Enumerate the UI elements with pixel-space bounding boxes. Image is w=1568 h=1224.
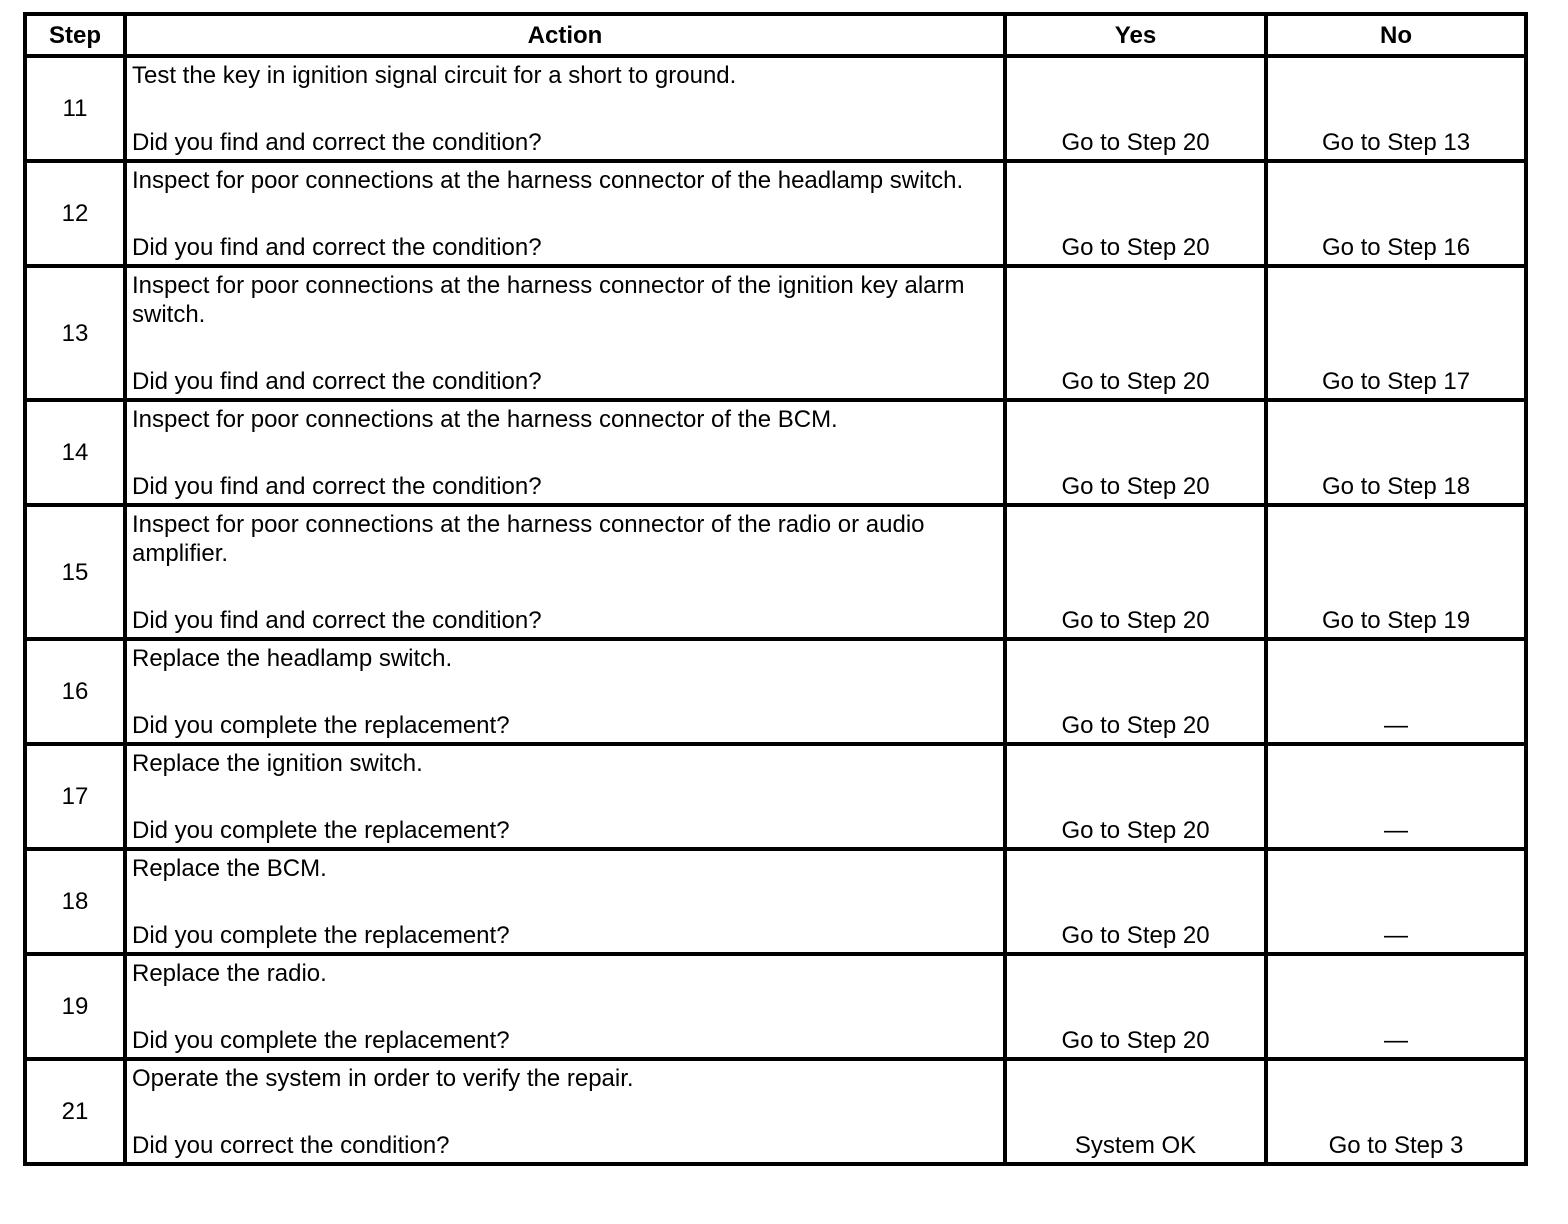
yes-result: Go to Step 20 (1061, 712, 1210, 739)
header-row (25, 14, 1526, 56)
instruction-text: Inspect for poor connections at the harness connector of the radio or audio amplifier. (132, 511, 925, 567)
action-cell (125, 639, 1005, 744)
action-cell (125, 161, 1005, 266)
table-row (25, 266, 1526, 400)
yes-cell (1005, 56, 1266, 161)
header-yes: Yes (1005, 14, 1266, 56)
instruction-text: Inspect for poor connections at the harness connector of the headlamp switch. (132, 167, 964, 194)
step-number: 16 (25, 639, 125, 744)
question-text: Did you find and correct the condition? (132, 368, 542, 395)
yes-result: Go to Step 20 (1061, 234, 1210, 261)
question-text: Did you correct the condition? (132, 1132, 450, 1159)
step-number: 18 (25, 849, 125, 954)
table-row (25, 505, 1526, 639)
no-cell (1266, 266, 1526, 400)
yes-result: Go to Step 20 (1061, 1027, 1210, 1054)
instruction-text: Replace the ignition switch. (132, 750, 423, 777)
instruction-text: Replace the BCM. (132, 855, 327, 882)
step-number: 17 (25, 744, 125, 849)
yes-cell (1005, 954, 1266, 1059)
yes-result: Go to Step 20 (1061, 473, 1210, 500)
question-text: Did you complete the replacement? (132, 922, 510, 949)
no-cell (1266, 954, 1526, 1059)
header-action: Action (125, 14, 1005, 56)
yes-cell (1005, 744, 1266, 849)
no-result: — (1384, 817, 1408, 844)
table-row (25, 56, 1526, 161)
step-number: 15 (25, 505, 125, 639)
no-result: Go to Step 17 (1321, 368, 1471, 395)
diagnostic-table (23, 12, 1528, 1166)
question-text: Did you find and correct the condition? (132, 129, 542, 156)
instruction-text: Replace the radio. (132, 960, 327, 987)
yes-result: Go to Step 20 (1061, 607, 1210, 634)
question-text: Did you find and correct the condition? (132, 234, 542, 261)
no-result: Go to Step 13 (1321, 129, 1471, 156)
question-text: Did you find and correct the condition? (132, 607, 542, 634)
step-number: 11 (25, 56, 125, 161)
no-result: Go to Step 19 (1321, 607, 1471, 634)
table-row (25, 639, 1526, 744)
no-cell (1266, 1059, 1526, 1164)
step-number: 19 (25, 954, 125, 1059)
no-result: Go to Step 18 (1321, 473, 1471, 500)
question-text: Did you complete the replacement? (132, 1027, 510, 1054)
yes-cell (1005, 849, 1266, 954)
action-cell (125, 1059, 1005, 1164)
yes-result: Go to Step 20 (1061, 368, 1210, 395)
header-step: Step (25, 14, 125, 56)
action-cell (125, 400, 1005, 505)
yes-cell (1005, 1059, 1266, 1164)
yes-cell (1005, 400, 1266, 505)
no-cell (1266, 505, 1526, 639)
yes-cell (1005, 266, 1266, 400)
no-cell (1266, 849, 1526, 954)
action-cell (125, 954, 1005, 1059)
instruction-text: Inspect for poor connections at the harness connector of the BCM. (132, 406, 838, 433)
no-cell (1266, 400, 1526, 505)
action-cell (125, 56, 1005, 161)
no-cell (1266, 744, 1526, 849)
action-cell (125, 266, 1005, 400)
no-result: — (1384, 922, 1408, 949)
yes-result: Go to Step 20 (1061, 129, 1210, 156)
instruction-text: Test the key in ignition signal circuit for a short to ground. (132, 62, 737, 89)
question-text: Did you complete the replacement? (132, 712, 510, 739)
table-row (25, 400, 1526, 505)
action-cell (125, 505, 1005, 639)
question-text: Did you find and correct the condition? (132, 473, 542, 500)
no-result: Go to Step 3 (1328, 1132, 1464, 1159)
instruction-text: Replace the headlamp switch. (132, 645, 453, 672)
yes-result: Go to Step 20 (1061, 817, 1210, 844)
no-cell (1266, 639, 1526, 744)
yes-result: System OK (1074, 1132, 1197, 1159)
no-cell (1266, 161, 1526, 266)
step-number: 12 (25, 161, 125, 266)
instruction-text: Operate the system in order to verify the repair. (132, 1065, 634, 1092)
table-row (25, 849, 1526, 954)
table-row (25, 744, 1526, 849)
table-row (25, 954, 1526, 1059)
step-number: 14 (25, 400, 125, 505)
yes-cell (1005, 505, 1266, 639)
question-text: Did you complete the replacement? (132, 817, 510, 844)
step-number: 21 (25, 1059, 125, 1164)
yes-cell (1005, 161, 1266, 266)
table-row (25, 161, 1526, 266)
action-cell (125, 744, 1005, 849)
action-cell (125, 849, 1005, 954)
table-row (25, 1059, 1526, 1164)
header-no: No (1266, 14, 1526, 56)
step-number: 13 (25, 266, 125, 400)
no-result: — (1384, 1027, 1408, 1054)
no-cell (1266, 56, 1526, 161)
no-result: Go to Step 16 (1321, 234, 1471, 261)
yes-result: Go to Step 20 (1061, 922, 1210, 949)
yes-cell (1005, 639, 1266, 744)
instruction-text: Inspect for poor connections at the harness connector of the ignition key alarm switch. (132, 272, 965, 328)
no-result: — (1384, 712, 1408, 739)
